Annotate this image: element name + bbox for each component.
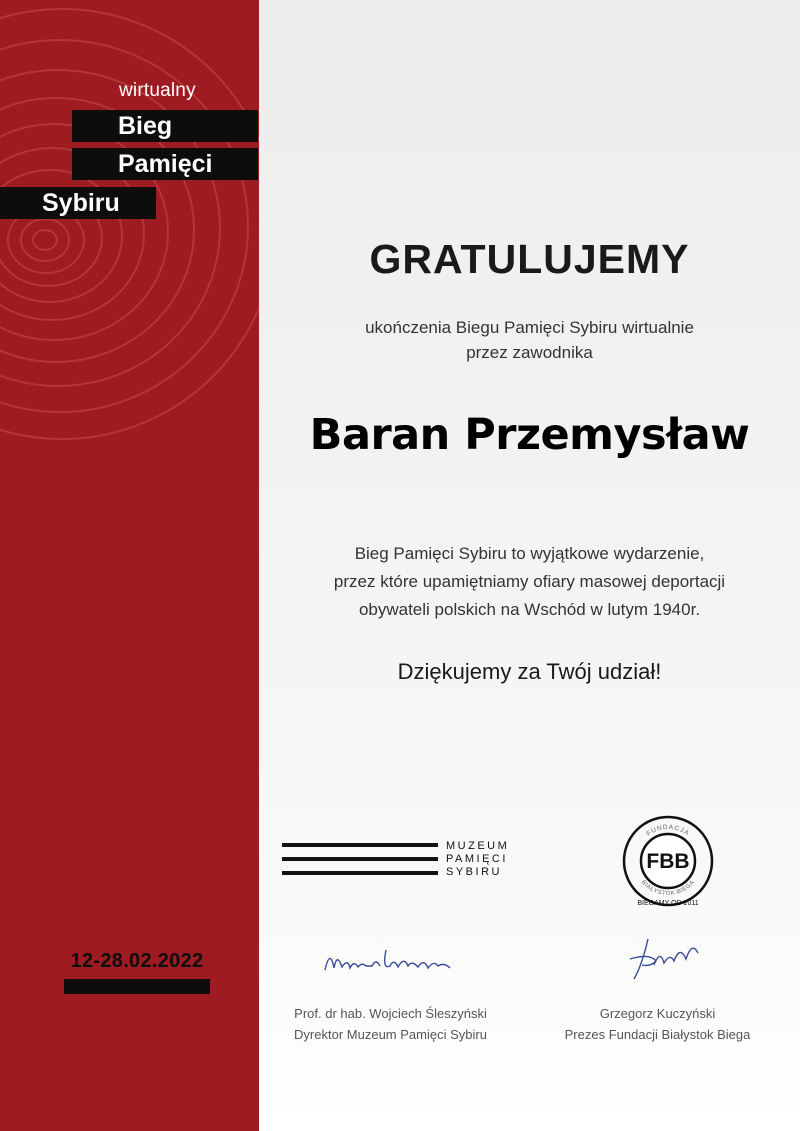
signatory-1-name: Prof. dr hab. Wojciech Śleszyński — [294, 1006, 487, 1021]
logo-text-bieg: Bieg — [118, 112, 173, 140]
signature-kuczynski — [620, 935, 710, 985]
subtitle-line-2: przez zawodnika — [466, 343, 593, 362]
tree-rings-decoration — [0, 0, 259, 470]
signatory-1-role: Dyrektor Muzeum Pamięci Sybiru — [294, 1027, 487, 1042]
signatory-2-name: Grzegorz Kuczyński — [599, 1006, 716, 1021]
signatory-1 — [268, 1003, 513, 1045]
museum-logo-stripe — [282, 857, 438, 861]
signatory-2-role: Prezes Fundacji Białystok Biega — [564, 1027, 751, 1042]
museum-logo-line-1: MUZEUM — [446, 840, 510, 852]
logo-bar-sybiru — [0, 187, 156, 219]
thank-you-message: Dziękujemy za Twój udział! — [397, 659, 662, 684]
logo-bar-bieg — [72, 110, 258, 142]
event-date: 12-28.02.2022 — [70, 950, 204, 972]
signatory-2 — [540, 1003, 775, 1045]
museum-logo-text — [446, 840, 509, 879]
logo-wirtualny: wirtualny — [119, 80, 196, 101]
fbb-ring-top: FUNDACJA — [645, 823, 691, 838]
fbb-tagline: BIEGAMY OD 2011 — [637, 900, 699, 907]
certificate-title: GRATULUJEMY — [369, 236, 690, 282]
logo-text-pamieci: Pamięci — [118, 150, 213, 178]
museum-logo-line-3: SYBIRU — [446, 866, 502, 878]
logo-text-sybiru: Sybiru — [42, 189, 120, 217]
sidebar-panel — [0, 0, 259, 1131]
museum-logo — [282, 837, 532, 887]
fbb-foundation-logo — [622, 815, 714, 907]
description-line-3: obywateli polskich na Wschód w lutym 1940r. — [358, 600, 701, 619]
museum-logo-stripe — [282, 843, 438, 847]
subtitle-line-1: ukończenia Biegu Pamięci Sybiru wirtualnie — [365, 318, 694, 337]
date-underline-bar — [64, 979, 210, 994]
event-description — [259, 540, 800, 624]
certificate-subtitle — [259, 315, 800, 365]
description-line-1: Bieg Pamięci Sybiru to wyjątkowe wydarzenie, — [354, 544, 705, 563]
fbb-letters: FBB — [646, 850, 690, 873]
participant-name: Baran Przemysław — [309, 410, 750, 460]
museum-logo-line-2: PAMIĘCI — [446, 853, 508, 865]
signature-slezynski — [320, 940, 460, 985]
museum-logo-stripe — [282, 871, 438, 875]
logo-bar-pamieci — [72, 148, 258, 180]
description-line-2: przez które upamiętniamy ofiary masowej deportacji — [333, 572, 726, 591]
fbb-ring-bottom: BIAŁYSTOK BIEGA — [639, 879, 697, 898]
